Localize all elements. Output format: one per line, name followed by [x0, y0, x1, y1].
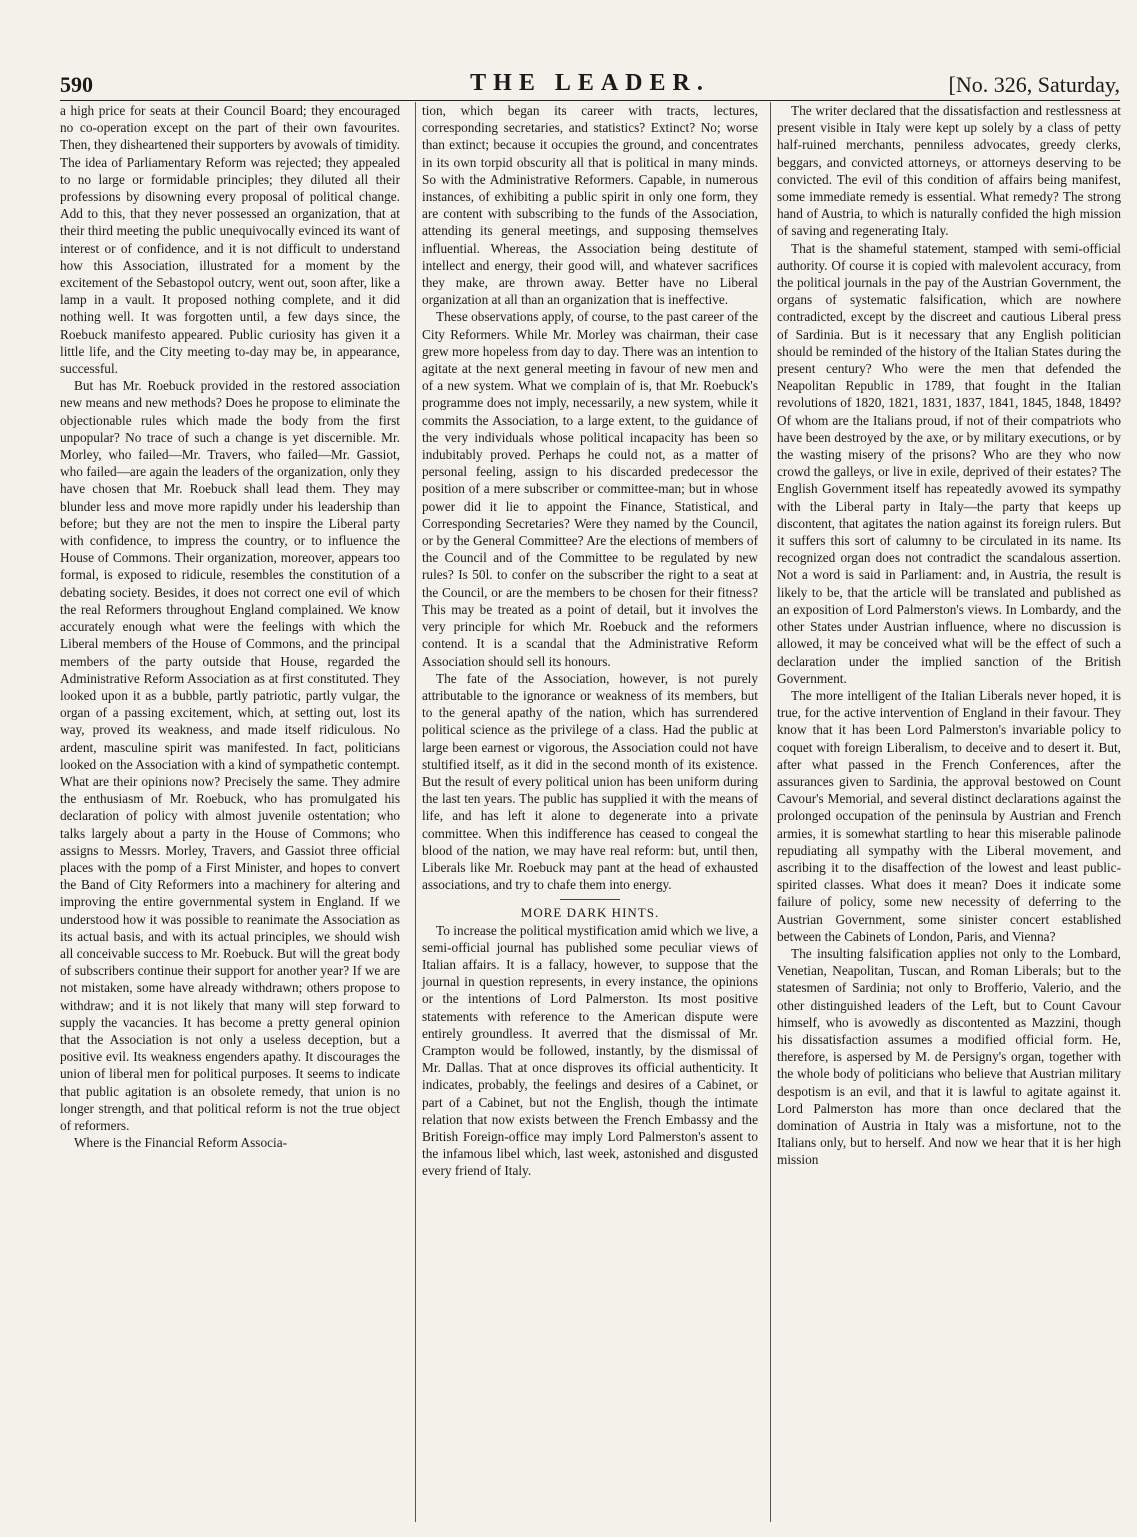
paragraph: tion, which began its career with tracts, lectures, corresponding secretaries, and statistics? Extinct? No; worse than extinct; because it occupies the ground, and concentrates in its own torpid obscurity all that is political in many minds. So with the Administrative Reformers. Capable, in numerous instances, of exhibiting a public spirit in only one form, they are content with subscribing to the funds of the Association, attending its general meetings, and supposing themselves influential. Whereas, the Association being destitute of intellect and energy, their good will, and whatever sacrifices they make, are thrown away. Better have no Liberal organization at all than an organization that is ineffective.	[422, 103, 758, 308]
page-header	[60, 70, 1120, 101]
paragraph: The fate of the Association, however, is not purely attributable to the ignorance or weakness of its members, but to the general apathy of the nation, which has surrendered political science as the privilege of a class. Had the public at large been earnest or vigorous, the Association could not have stultified itself, as it did in the second month of its existence. But the result of every political union has been uniform during the last ten years. The public has supplied it with the means of life, and has left it alone to degenerate into a private committee. When this indifference has ceased to congeal the blood of the nation, we may have real reform: but, until then, Liberals like Mr. Roebuck may pant at the head of exhausted associations, and try to chafe them into energy.	[422, 670, 758, 893]
masthead: THE LEADER.	[470, 70, 710, 96]
section-divider	[560, 899, 620, 900]
column-3	[770, 102, 1121, 1522]
paragraph: To increase the political mystification amid which we live, a semi-official journal has published some peculiar views of Italian affairs. It is a fallacy, however, to suppose that the journal in question represents, in every instance, the opinions or the intentions of Lord Palmerston. Its most positive statements with reference to the American dispute were entirely groundless. It averred that the dismissal of Mr. Crampton would be followed, instantly, by the dismissal of Mr. Dallas. That at once disproves its official authenticity. It indicates, probably, the feelings and desires of a Cabinet, or part of a Cabinet, but not the English, though the intimate relation that now exists between the French Embassy and the British Foreign-office may imply Lord Palmerston's assent to the infamous libel which, last week, astonished and disgusted every friend of Italy.	[422, 922, 758, 1179]
issue-info: [No. 326, Saturday,	[948, 72, 1120, 97]
paragraph: The insulting falsification applies not only to the Lombard, Venetian, Neapolitan, Tuscan, and Roman Liberals; but to the statesmen of Sardinia; not only to Brofferio, Valerio, and the other distinguished leaders of the Left, but to Count Cavour himself, who is avowedly as discontented as Mazzini, though his dissatisfaction assumes a modified official form. He, therefore, is aspersed by M. de Persigny's organ, together with the whole body of politicians who believe that Austrian military despotism is an evil, and that it is lawful to agitate against it. Lord Palmerston has more than once declared that the domination of Austria in Italy was a misfortune, not to the Italians only, but to herself. And now we hear that it is her high mission	[777, 945, 1121, 1168]
paragraph: The more intelligent of the Italian Liberals never hoped, it is true, for the active intervention of England in their favour. They know that it has been Lord Palmerston's invariable policy to coquet with foreign Liberalism, to deceive and to desert it. But, after what passed in the French Conferences, after the assurances given to Sardinia, the approval bestowed on Count Cavour's Memorial, and several distinct declarations against the prolonged occupation of the peninsula by Austrian and French armies, it is somewhat startling to hear this miserable palinode repudiating all sympathy with the Liberal movement, and ascribing it to the disaffection of the lowest and least public-spirited classes. What does it mean? Does it indicate some failure of policy, some new necessity of deferring to the Austrian Government, some sinister concert established between the Cabinets of London, Paris, and Vienna?	[777, 687, 1121, 944]
column-2	[415, 102, 758, 1522]
section-heading: MORE DARK HINTS.	[520, 905, 660, 921]
paragraph: But has Mr. Roebuck provided in the restored association new means and new methods? Does he propose to eliminate the objectionable rules which made the body from the first unpopular? No trace of such a change is yet discernible. Mr. Morley, who failed—Mr. Travers, who failed—Mr. Gassiot, who failed—are again the leaders of the organization, only they have chosen that Mr. Roebuck shall lead them. They may blunder less and move more rapidly under his leadership than before; but they are not the men to inspire the Liberal party with confidence, to impress the country, or to influence the House of Commons. Their organization, moreover, appears too formal, is exposed to ridicule, resembles the constitution of a debating society. Besides, it does not correct one evil of which the real Reformers throughout England complained. We know accurately enough what were the feelings with which the Liberal members of the House of Commons, and the principal members of the party outside that House, regarded the Administrative Reform Association as at first constituted. They looked upon it as a bubble, partly patriotic, partly vulgar, the organ of a passing excitement, which, at setting out, lost its way, proved its weakness, and made itself ridiculous. No ardent, masculine spirit was manifested. In fact, politicians looked on the Association with a kind of sympathetic contempt. What are their opinions now? Precisely the same. They admire the enthusiasm of Mr. Roebuck, who has promulgated his declaration of policy with almost juvenile ostentation; who talks largely about a party in the House of Commons; who assigns to Messrs. Morley, Travers, and Gassiot three official places with the pomp of a First Minister, and hopes to convert the Band of City Reformers into a machinery for altering and improving the entire governmental system in England. If we understood how it was possible to reanimate the Association as its actual basis, and with its actual principles, we should wish all conceivable success to Mr. Roebuck. But will the great body of subscribers continue their support for another year? If we are not mistaken, some have already withdrawn; others propose to withdraw; and it is not likely that many will step forward to supply the vacancies. It has become a pretty general opinion that the Association is not only a useless deception, but a positive evil. Its weakness engenders apathy. It discourages the union of liberal men for political purposes. It seems to indicate that public agitation is an obsolete remedy, that union is no longer strength, and that political reform is not the true object of reformers.	[60, 378, 400, 1133]
text-columns	[60, 102, 1120, 1522]
paragraph: a high price for seats at their Council Board; they encouraged no co-operation except on the part of their own favourites. Then, they disheartened their supporters by avowals of timidity. The idea of Parliamentary Reform was rejected; they appealed to no large or formidable principles; they diluted all their professions by disowning every proposal of political change. Add to this, that they never possessed an organization, that at their third meeting the public unequivocally evinced its want of interest or of confidence, and it is not difficult to understand how this Association, illustrated for a moment by the excitement of the Sebastopol outcry, went out, soon after, like a lamp in a vault. It proposed nothing complete, and it did nothing well. It was forgotten until, a few days since, the Roebuck manifesto appeared. Public curiosity has given it a little life, and the City meeting to-day may be, in appearance, successful.	[60, 103, 400, 377]
page-number: 590	[60, 72, 93, 97]
paragraph: That is the shameful statement, stamped with semi-official authority. Of course it is copied with malevolent accuracy, from the political journals in the pay of the Austrian Government, the organs of systematic falsification, which are nowhere contradicted, except by the discreet and cautious Liberal press of Sardinia. But is it necessary that any English politician should be reminded of the history of the Italian States during the present century? Who were the men that defended the Neapolitan Republic in 1789, that fought in the Italian revolutions of 1820, 1821, 1831, 1837, 1841, 1845, 1848, 1849? Of whom are the Italians proud, if not of their compatriots who have been destroyed by the axe, or by military executions, or by the wasting misery of the prisons? Who are they who now crowd the galleys, or live in exile, deprived of their estates? The English Government itself has repeatedly avowed its sympathy with the Liberal party in Italy—the party that keeps up discontent, that agitates the nation against its foreign rulers. But it suffers this sort of calumny to be circulated in its name. Its recognized organ does not contradict the scandalous assertion. Not a word is said in Parliament: and, in Austria, the result is likely to be, that the article will be translated and published as an exposition of Lord Palmerston's views. In Lombardy, and the other States under Austrian influence, where no discussion is allowed, it may be conceived what will be the effect of such a declaration under the implied sanction of the British Government.	[777, 240, 1121, 686]
paragraph: These observations apply, of course, to the past career of the City Reformers. While Mr. Morley was chairman, their case grew more hopeless from day to day. There was an intention to agitate at the next general meeting in favour of new men and of a new system. What we complain of is, that Mr. Roebuck's programme does not imply, necessarily, a new system, while it commits the Association, to a large extent, to the guidance of the very individuals whose political incapacity has been so indubitably proved. Perhaps he could not, as a matter of personal feeling, assign to his discarded predecessor the position of a mere subscriber or committee-man; but in whose power did it lie to appoint the Finance, Statistical, and Corresponding Secretaries? Were they named by the Council, or by the General Committee? Are the elections of members of the Council and of the Committee to be regulated by new rules? Is 50l. to confer on the subscriber the right to a seat at the Council, or are the members to be chosen for their fitness? This may be treated as a point of detail, but it involves the very principle for which Mr. Roebuck and the reformers contend. It is a scandal that the Administrative Reform Association should sell its honours.	[422, 309, 758, 669]
paragraph: The writer declared that the dissatisfaction and restlessness at present visible in Italy were kept up solely by a class of petty half-ruined merchants, penniless advocates, greedy clerks, beggars, and convicted attorneys, or attorneys deserving to be convicted. The evil of this condition of affairs being manifest, some immediate remedy is essential. What remedy? The strong hand of Austria, to which is naturally confided the high mission of saving and regenerating Italy.	[777, 103, 1121, 239]
paragraph: Where is the Financial Reform Associa-	[74, 1135, 288, 1151]
column-1	[60, 102, 400, 1522]
